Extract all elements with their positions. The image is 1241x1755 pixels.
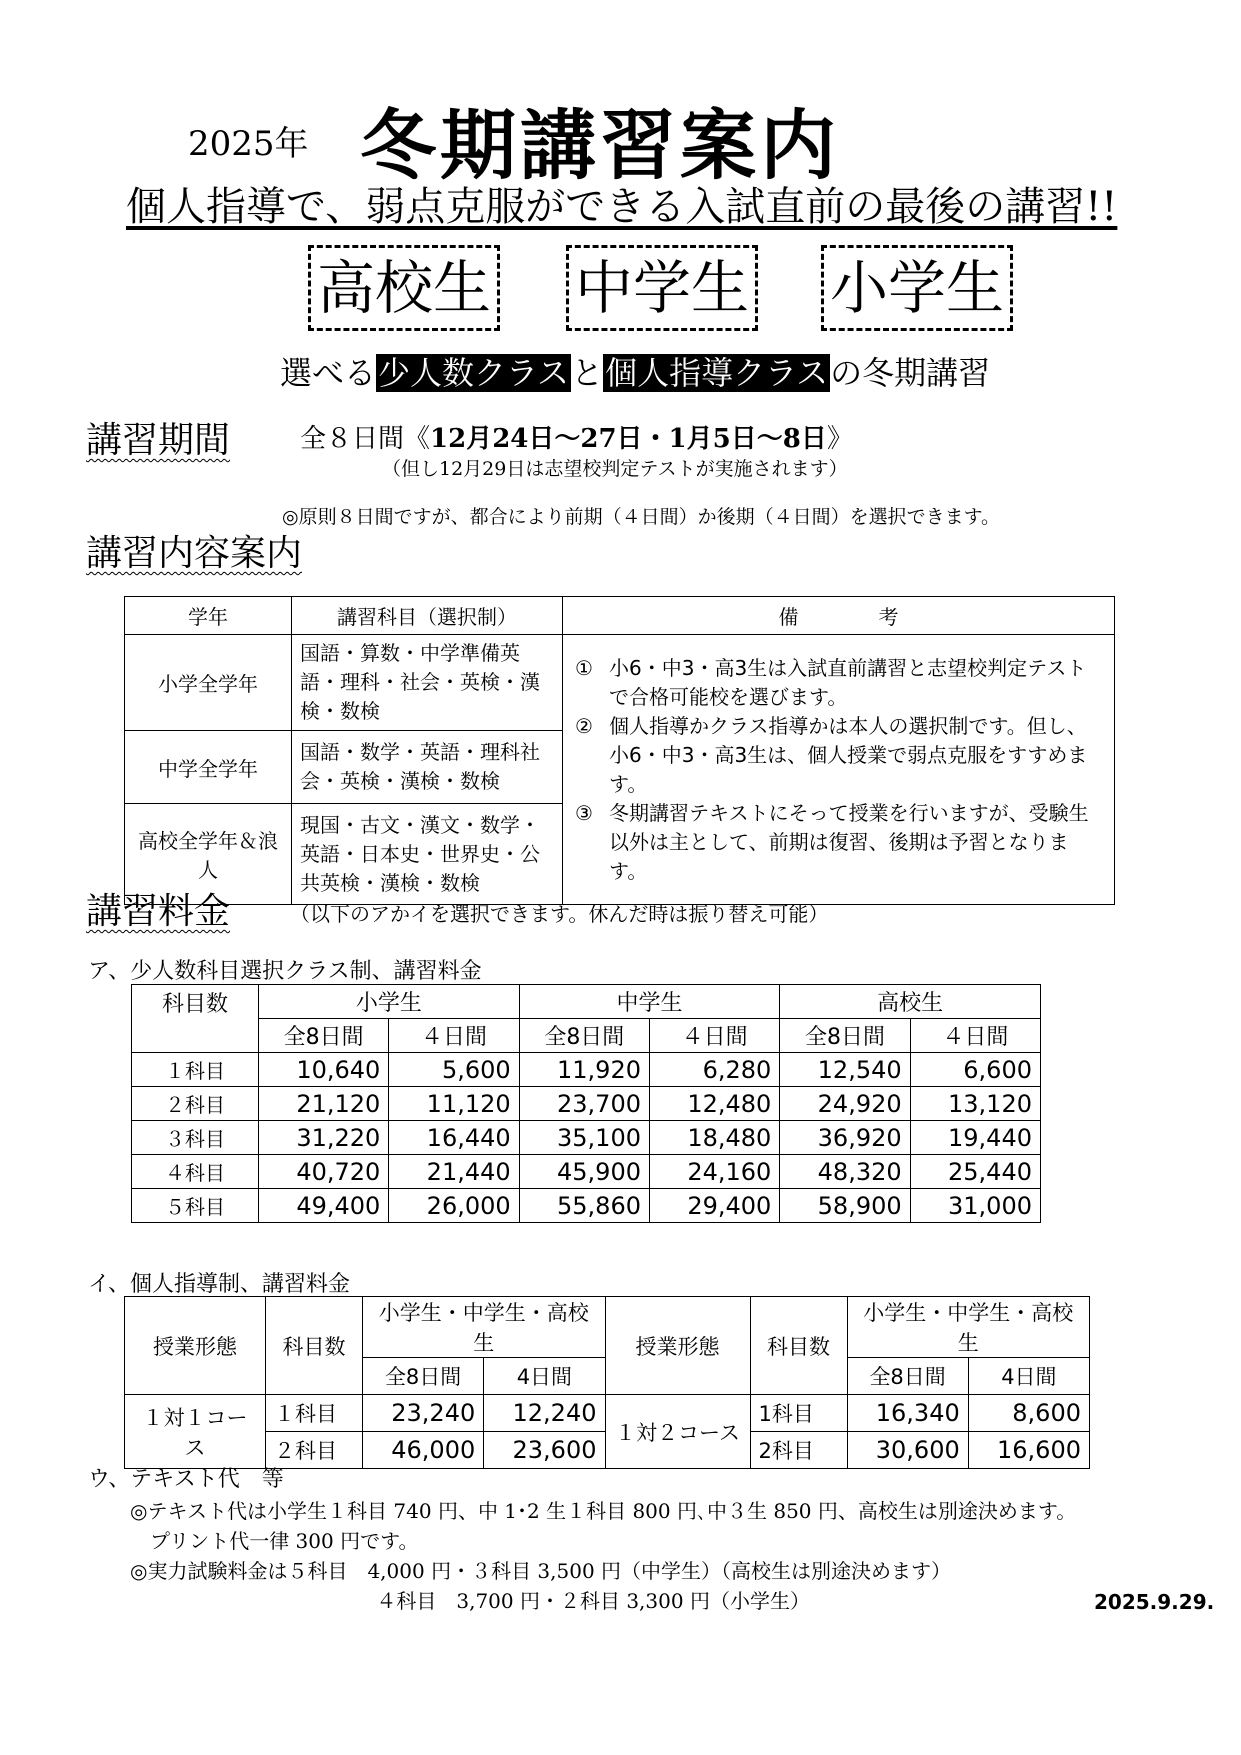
course-name: １対２コース	[605, 1395, 750, 1469]
fee-value: 46,000	[363, 1432, 484, 1469]
header-notes: 備 考	[563, 597, 1115, 635]
header-high-school: 高校生	[780, 985, 1041, 1019]
content-table	[124, 596, 1115, 905]
period-days: 全８日間《	[300, 424, 431, 454]
private-class-highlight: 個人指導クラス	[605, 354, 829, 392]
list-item	[575, 654, 1106, 712]
header-elementary: 小学生	[259, 985, 520, 1019]
period-4-days: ４日間	[910, 1019, 1040, 1053]
row-label: ５科目	[132, 1189, 259, 1223]
table-row	[132, 1121, 1041, 1155]
row-label: １科目	[132, 1053, 259, 1087]
fee-value: 12,240	[484, 1395, 605, 1432]
grade-cell: 小学全学年	[125, 635, 292, 731]
choose-post: の冬期講習	[830, 354, 991, 392]
table-row	[132, 1087, 1041, 1121]
fee-value: 45,900	[519, 1155, 649, 1189]
note-number: ③	[575, 800, 593, 825]
fee-value: 49,400	[259, 1189, 389, 1223]
fee-value: 11,120	[389, 1087, 519, 1121]
year-label: 2025年	[188, 124, 309, 164]
fee-header-row	[125, 1297, 1090, 1358]
subjects-text: 国語・算数・中学準備英語・理科・社会・英検・漢検・数検	[300, 641, 540, 723]
fee-value: 19,440	[910, 1121, 1040, 1155]
fee-value: 12,480	[649, 1087, 779, 1121]
fee-value: 30,600	[847, 1432, 968, 1469]
row-label: 1科目	[750, 1395, 847, 1432]
fee-value: 16,340	[847, 1395, 968, 1432]
subjects-text: 現国・古文・漢文・数学・英語・日本史・世界史・公共英検・漢検・数検	[300, 812, 540, 895]
fees-note: （以下のアかイを選択できます。休んだ時は振り替え可能）	[290, 902, 829, 926]
fee-value: 21,440	[389, 1155, 519, 1189]
fee-value: 55,860	[519, 1189, 649, 1223]
fee-value: 6,600	[910, 1053, 1040, 1087]
issue-date: 2025.9.29.	[1094, 1590, 1215, 1614]
row-label: ２科目	[266, 1432, 363, 1469]
fee-period-row	[132, 1019, 1041, 1053]
period-note: （但し12月29日は志望校判定テストが実施されます）	[382, 458, 848, 480]
fee-value: 31,000	[910, 1189, 1040, 1223]
subtitle: 個人指導で、弱点克服ができる入試直前の最後の講習!!	[126, 184, 1118, 230]
note-number: ②	[575, 713, 593, 738]
table-row	[132, 1053, 1041, 1087]
fee-value: 10,640	[259, 1053, 389, 1087]
small-class-highlight: 少人数クラス	[378, 354, 570, 392]
page-title: 冬期講習案内	[360, 101, 840, 190]
choose-mid: と	[571, 354, 604, 392]
course-name: １対１コース	[125, 1395, 266, 1469]
fee-value: 26,000	[389, 1189, 519, 1223]
period-note-2: ◎原則８日間ですが、都合により前期（４日間）か後期（４日間）を選択できます。	[282, 506, 1001, 528]
notes-cell	[563, 635, 1115, 905]
row-label: 2科目	[750, 1432, 847, 1469]
period-4-days: 4日間	[968, 1358, 1089, 1395]
fee-value: 12,540	[780, 1053, 910, 1087]
table-row	[125, 635, 1115, 731]
subjects-cell	[292, 804, 563, 905]
fee-value: 8,600	[968, 1395, 1089, 1432]
text-fee-line: ◎実力試験料金は５科目 4,000 円・３科目 3,500 円（中学生）（高校生は別途決めます）	[130, 1559, 952, 1583]
period-4-days: 4日間	[484, 1358, 605, 1395]
row-label: １科目	[266, 1395, 363, 1432]
fee-value: 35,100	[519, 1121, 649, 1155]
header-form: 授業形態	[125, 1297, 266, 1395]
period-4-days: ４日間	[649, 1019, 779, 1053]
header-group: 小学生・中学生・高校生	[847, 1297, 1090, 1358]
fee-value: 18,480	[649, 1121, 779, 1155]
period-text	[300, 418, 853, 455]
grade-cell: 高校全学年＆浪人	[125, 804, 292, 905]
subjects-text: 国語・数学・英語・理科社会・英検・漢検・数検	[300, 740, 540, 793]
private-fee-table	[124, 1296, 1090, 1469]
note-number: ①	[575, 655, 593, 680]
fee-value: 23,240	[363, 1395, 484, 1432]
note-text: 冬期講習テキストにそって授業を行いますが、受験生以外は主として、前期は復習、後期は予習となります。	[609, 800, 1089, 883]
header-junior-high: 中学生	[519, 985, 780, 1019]
fee-value: 13,120	[910, 1087, 1040, 1121]
period-dates: 12月24日～27日・1月5日～8日	[430, 424, 827, 454]
fee-value: 23,600	[484, 1432, 605, 1469]
text-fee-notes	[130, 1496, 1076, 1616]
period-8-days: 全8日間	[780, 1019, 910, 1053]
header-count: 科目数	[266, 1297, 363, 1395]
content-table-header	[125, 597, 1115, 635]
grade-cell: 中学全学年	[125, 731, 292, 804]
fee-header-row	[132, 985, 1041, 1019]
table-row	[125, 1395, 1090, 1432]
fees-i-title: イ、個人指導制、講習料金	[88, 1272, 351, 1297]
header-subjects: 講習科目（選択制）	[292, 597, 563, 635]
notes-list	[575, 654, 1106, 886]
note-text: 個人指導かクラス指導かは本人の選択制です。但し、小6・中3・高3生は、個人授業で弱点克服をすすめます。	[609, 713, 1088, 796]
row-label: ３科目	[132, 1121, 259, 1155]
fee-value: 58,900	[780, 1189, 910, 1223]
period-8-days: 全8日間	[519, 1019, 649, 1053]
period-close: 》	[826, 424, 853, 454]
fee-value: 23,700	[519, 1087, 649, 1121]
fee-value: 21,120	[259, 1087, 389, 1121]
choose-pre: 選べる	[280, 354, 377, 392]
list-item	[575, 799, 1106, 886]
text-fee-line: ◎テキスト代は小学生１科目 740 円、中 1･2 生１科目 800 円､中３生 850 円、高校生は別途決めます。	[130, 1499, 1077, 1523]
row-label: ４科目	[132, 1155, 259, 1189]
fee-value: 25,440	[910, 1155, 1040, 1189]
header-grade: 学年	[125, 597, 292, 635]
header-form: 授業形態	[605, 1297, 750, 1395]
fee-value: 48,320	[780, 1155, 910, 1189]
note-text: 小6・中3・高3生は入試直前講習と志望校判定テストで合格可能校を選びます。	[609, 655, 1087, 709]
box-high-school: 高校生	[308, 245, 500, 331]
content-heading: 講習内容案内	[86, 533, 303, 574]
fee-value: 16,440	[389, 1121, 519, 1155]
period-heading: 講習期間	[86, 420, 231, 461]
text-fee-line: ４科目 3,700 円・２科目 3,300 円（小学生）	[130, 1589, 810, 1613]
period-4-days: ４日間	[389, 1019, 519, 1053]
fee-value: 16,600	[968, 1432, 1089, 1469]
fee-value: 5,600	[389, 1053, 519, 1087]
fees-u-title: ウ、テキスト代 等	[88, 1467, 284, 1492]
header-count: 科目数	[750, 1297, 847, 1395]
class-choice-line	[280, 348, 990, 394]
fee-value: 36,920	[780, 1121, 910, 1155]
fee-value: 11,920	[519, 1053, 649, 1087]
fees-heading: 講習料金	[86, 891, 231, 932]
header-group: 小学生・中学生・高校生	[363, 1297, 606, 1358]
period-8-days: 全8日間	[363, 1358, 484, 1395]
period-8-days: 全8日間	[259, 1019, 389, 1053]
period-8-days: 全8日間	[847, 1358, 968, 1395]
table-row	[132, 1155, 1041, 1189]
box-junior-high: 中学生	[566, 245, 758, 331]
fee-value: 29,400	[649, 1189, 779, 1223]
box-elementary: 小学生	[821, 245, 1013, 331]
table-row	[132, 1189, 1041, 1223]
subjects-cell	[292, 635, 563, 731]
fees-a-title: ア、少人数科目選択クラス制、講習料金	[88, 959, 482, 984]
header-subject-count: 科目数	[132, 985, 259, 1053]
fee-value: 31,220	[259, 1121, 389, 1155]
fee-value: 24,160	[649, 1155, 779, 1189]
class-fee-table	[131, 984, 1041, 1223]
text-fee-line: プリント代一律 300 円です。	[130, 1529, 419, 1553]
fee-value: 6,280	[649, 1053, 779, 1087]
fee-value: 40,720	[259, 1155, 389, 1189]
row-label: ２科目	[132, 1087, 259, 1121]
subjects-cell	[292, 731, 563, 804]
fee-value: 24,920	[780, 1087, 910, 1121]
list-item	[575, 712, 1106, 799]
